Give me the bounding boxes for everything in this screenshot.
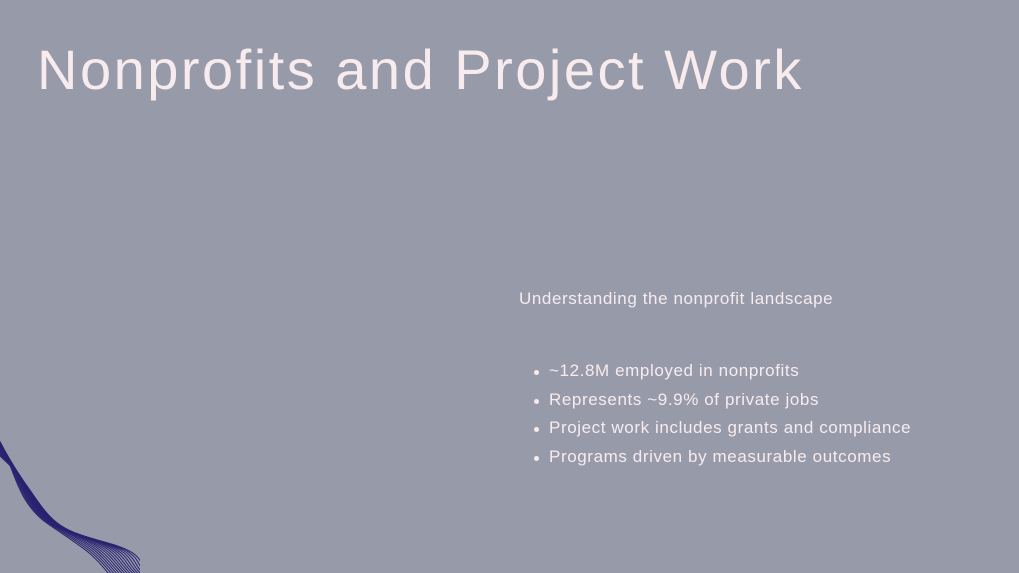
slide-subtitle: Understanding the nonprofit landscape	[519, 289, 834, 308]
wave-line	[0, 435, 126, 573]
bullet-item: Programs driven by measurable outcomes	[549, 443, 911, 472]
wave-line	[0, 429, 115, 573]
bullet-item: Project work includes grants and compliance	[549, 414, 911, 443]
decorative-wave-lines	[0, 420, 140, 573]
wave-line	[0, 441, 140, 573]
slide-title: Nonprofits and Project Work	[37, 38, 804, 101]
wave-line	[0, 440, 138, 573]
wave-line	[0, 436, 129, 573]
bullet-list	[549, 357, 911, 471]
bullet-item: ~12.8M employed in nonprofits	[549, 357, 911, 386]
bullet-item: Represents ~9.9% of private jobs	[549, 386, 911, 415]
wave-line	[0, 431, 118, 573]
